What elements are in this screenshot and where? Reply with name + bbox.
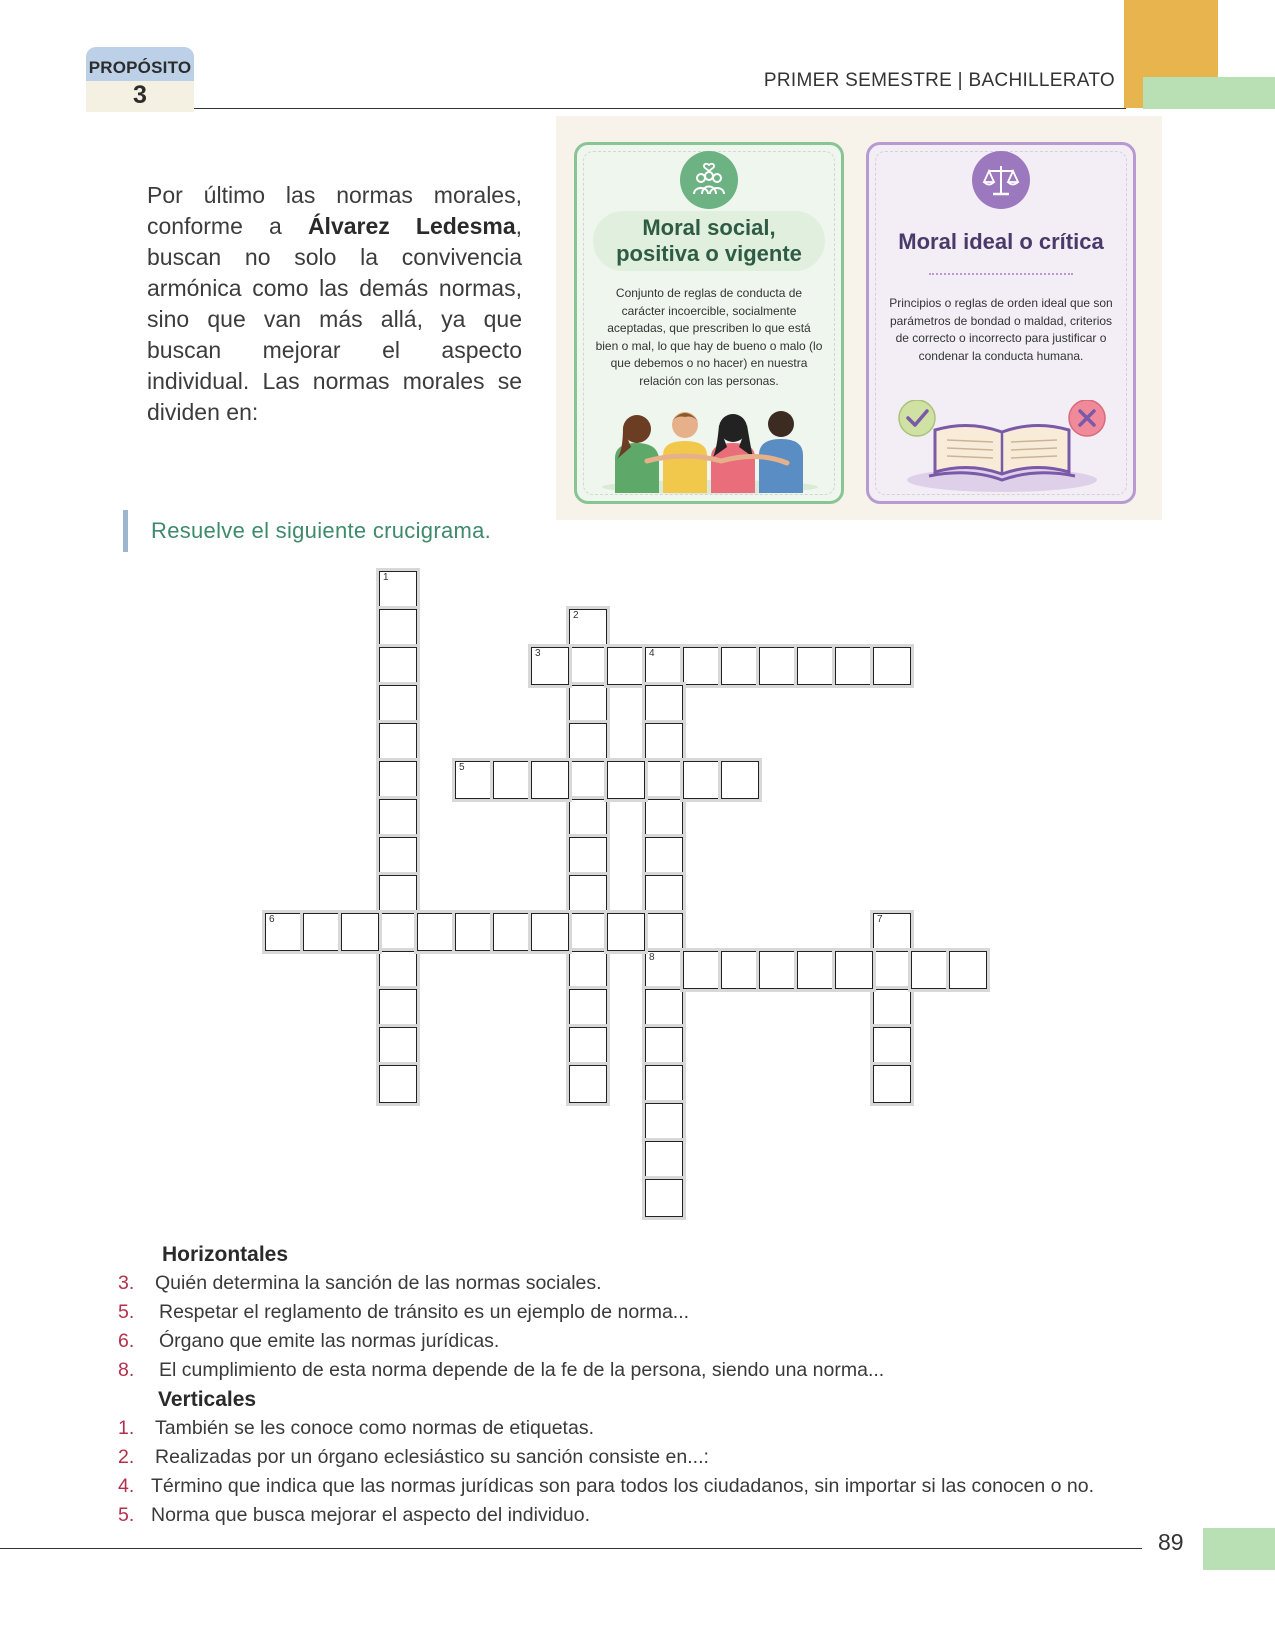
intro-author: Álvarez Ledesma xyxy=(307,213,516,239)
crossword-cell[interactable] xyxy=(721,951,759,989)
crossword-cell[interactable] xyxy=(835,951,873,989)
crossword-cell[interactable] xyxy=(569,837,607,875)
vertical-clues-title: Verticales xyxy=(158,1388,257,1411)
crossword-cell[interactable] xyxy=(645,723,683,761)
crossword-cell[interactable] xyxy=(569,723,607,761)
crossword-cell[interactable] xyxy=(873,989,911,1027)
crossword-cell[interactable] xyxy=(683,647,721,685)
clue-item: 8. El cumplimiento de esta norma depende de la fe de la persona, siendo una norma... xyxy=(118,1359,885,1381)
crossword-cell[interactable] xyxy=(645,837,683,875)
crossword-cell[interactable] xyxy=(455,761,493,799)
crossword-cell[interactable] xyxy=(379,647,417,685)
crossword-cell[interactable] xyxy=(569,1065,607,1103)
clue-item: 1. También se les conoce como normas de etiquetas. xyxy=(118,1417,594,1439)
crossword-clue-number: 6 xyxy=(269,914,275,925)
crossword-cell[interactable] xyxy=(569,761,607,799)
crossword-cell[interactable] xyxy=(379,875,417,913)
page-number: 89 xyxy=(1158,1529,1184,1555)
crossword-cell[interactable] xyxy=(379,571,417,609)
instruction-accent-bar xyxy=(123,510,128,552)
proposito-number: 3 xyxy=(86,81,194,112)
crossword-cell[interactable] xyxy=(645,1103,683,1141)
crossword-cell[interactable] xyxy=(379,913,417,951)
clue-item: 3. Quién determina la sanción de las normas sociales. xyxy=(118,1272,602,1294)
clue-item: 4. Término que indica que las normas jurídicas son para todos los ciudadanos, sin importar si las conocen o no. xyxy=(118,1475,1095,1497)
crossword-cell[interactable] xyxy=(797,951,835,989)
proposito-tab xyxy=(86,47,194,112)
crossword-clue-number: 1 xyxy=(383,572,389,583)
crossword-cell[interactable] xyxy=(645,685,683,723)
crossword-cell[interactable] xyxy=(493,761,531,799)
people-embracing-illustration xyxy=(597,403,823,495)
card-ideal-description: Principios o reglas de orden ideal que son parámetros de bondad o maldad, criterios de correcto o incorrecto para justificar o condenar la conducta humana. xyxy=(889,296,1113,363)
intro-text-before: Por último las normas morales, conforme a xyxy=(147,182,522,239)
crossword-cell[interactable] xyxy=(759,647,797,685)
crossword-cell[interactable] xyxy=(341,913,379,951)
crossword-clue-number: 4 xyxy=(649,648,655,659)
card-ideal-title: Moral ideal o crítica xyxy=(898,229,1104,254)
crossword-cell[interactable] xyxy=(797,647,835,685)
crossword-cell[interactable] xyxy=(569,647,607,685)
crossword-cell[interactable] xyxy=(569,875,607,913)
crossword-cell[interactable] xyxy=(683,761,721,799)
crossword-cell[interactable] xyxy=(645,989,683,1027)
crossword-cell[interactable] xyxy=(379,951,417,989)
crossword-cell[interactable] xyxy=(835,647,873,685)
crossword-cell[interactable] xyxy=(303,913,341,951)
crossword-clue-number: 7 xyxy=(877,914,883,925)
crossword-clues xyxy=(118,1240,1158,1530)
page-header-title: PRIMER SEMESTRE | BACHILLERATO xyxy=(763,70,1115,91)
crossword-clue-number: 3 xyxy=(535,648,541,659)
crossword-cell[interactable] xyxy=(455,913,493,951)
crossword-cell[interactable] xyxy=(645,951,683,989)
crossword-cell[interactable] xyxy=(379,989,417,1027)
crossword-cell[interactable] xyxy=(645,1179,683,1217)
crossword-clue-number: 5 xyxy=(459,762,465,773)
crossword-cell[interactable] xyxy=(379,1027,417,1065)
crossword-cell[interactable] xyxy=(645,875,683,913)
crossword-clue-number: 8 xyxy=(649,952,655,963)
footer-divider xyxy=(0,1548,1142,1549)
crossword-cell[interactable] xyxy=(569,799,607,837)
crossword-cell[interactable] xyxy=(873,951,911,989)
crossword-cell[interactable] xyxy=(645,1141,683,1179)
crossword-cell[interactable] xyxy=(379,799,417,837)
crossword-cell[interactable] xyxy=(645,1027,683,1065)
crossword-cell[interactable] xyxy=(379,837,417,875)
proposito-label: PROPÓSITO xyxy=(88,58,192,77)
crossword-cell[interactable] xyxy=(379,685,417,723)
crossword-cell[interactable] xyxy=(645,913,683,951)
card-moral-ideal xyxy=(866,142,1136,504)
crossword-cell[interactable] xyxy=(569,685,607,723)
crossword-cell[interactable] xyxy=(607,761,645,799)
crossword-cell[interactable] xyxy=(265,913,303,951)
crossword-cell[interactable] xyxy=(569,989,607,1027)
crossword-cell[interactable] xyxy=(417,913,455,951)
crossword-cell[interactable] xyxy=(759,951,797,989)
crossword-cell[interactable] xyxy=(493,913,531,951)
instruction-text: Resuelve el siguiente crucigrama. xyxy=(151,518,492,543)
crossword-cell[interactable] xyxy=(645,1065,683,1103)
crossword-cell[interactable] xyxy=(379,609,417,647)
header-divider xyxy=(194,108,1126,109)
horizontal-clues-title: Horizontales xyxy=(162,1243,289,1266)
crossword-cell[interactable] xyxy=(873,913,911,951)
crossword-cell[interactable] xyxy=(607,913,645,951)
crossword-cell[interactable] xyxy=(683,951,721,989)
corner-decoration-green xyxy=(1143,77,1275,109)
crossword-cell[interactable] xyxy=(379,761,417,799)
crossword-cell[interactable] xyxy=(531,761,569,799)
crossword-cell[interactable] xyxy=(645,761,683,799)
crossword-clue-number: 2 xyxy=(573,610,579,621)
crossword-cell[interactable] xyxy=(873,1027,911,1065)
scale-icon xyxy=(972,151,1030,209)
footer-decoration-green xyxy=(1203,1528,1275,1570)
crossword-cell[interactable] xyxy=(873,647,911,685)
intro-text-after: , buscan no solo la convivencia armónica como las demás normas, sino que van más allá, ya que buscan mejorar el aspecto individual. Las normas morales se dividen en: xyxy=(147,213,522,425)
crossword-cell[interactable] xyxy=(607,647,645,685)
crossword-cell[interactable] xyxy=(569,1027,607,1065)
clue-item: 5. Norma que busca mejorar el aspecto del individuo. xyxy=(118,1504,590,1526)
crossword-cell[interactable] xyxy=(911,951,949,989)
crossword-cell[interactable] xyxy=(531,913,569,951)
crossword-cell[interactable] xyxy=(645,647,683,685)
crossword-cell[interactable] xyxy=(569,913,607,951)
card-social-description: Conjunto de reglas de conducta de carácter incoercible, socialmente aceptadas, que prescriben lo que está bien o mal, lo que hay de bueno o malo (lo que debemos o no hacer) en nuestra relación con las personas. xyxy=(595,286,823,388)
crossword-cell[interactable] xyxy=(569,951,607,989)
clue-item: 5. Respetar el reglamento de tránsito es un ejemplo de norma... xyxy=(118,1301,690,1323)
crossword-cell[interactable] xyxy=(721,647,759,685)
crossword-cell[interactable] xyxy=(949,951,987,989)
clue-item: 6. Órgano que emite las normas jurídicas. xyxy=(118,1330,500,1352)
people-group-icon xyxy=(680,151,738,209)
moral-infographic xyxy=(556,116,1162,520)
crossword-cell[interactable] xyxy=(645,799,683,837)
crossword-cell[interactable] xyxy=(569,609,607,647)
crossword-cell[interactable] xyxy=(873,1065,911,1103)
crossword-cell[interactable] xyxy=(379,1065,417,1103)
crossword-cell[interactable] xyxy=(531,647,569,685)
card-moral-social xyxy=(574,142,844,504)
open-book-illustration xyxy=(889,400,1115,496)
crossword-cell[interactable] xyxy=(379,723,417,761)
clue-item: 2. Realizadas por un órgano eclesiástico su sanción consiste en...: xyxy=(118,1446,709,1468)
crossword-cell[interactable] xyxy=(721,761,759,799)
intro-paragraph xyxy=(147,180,522,428)
card-social-title: Moral social, positiva o vigente xyxy=(593,211,825,271)
